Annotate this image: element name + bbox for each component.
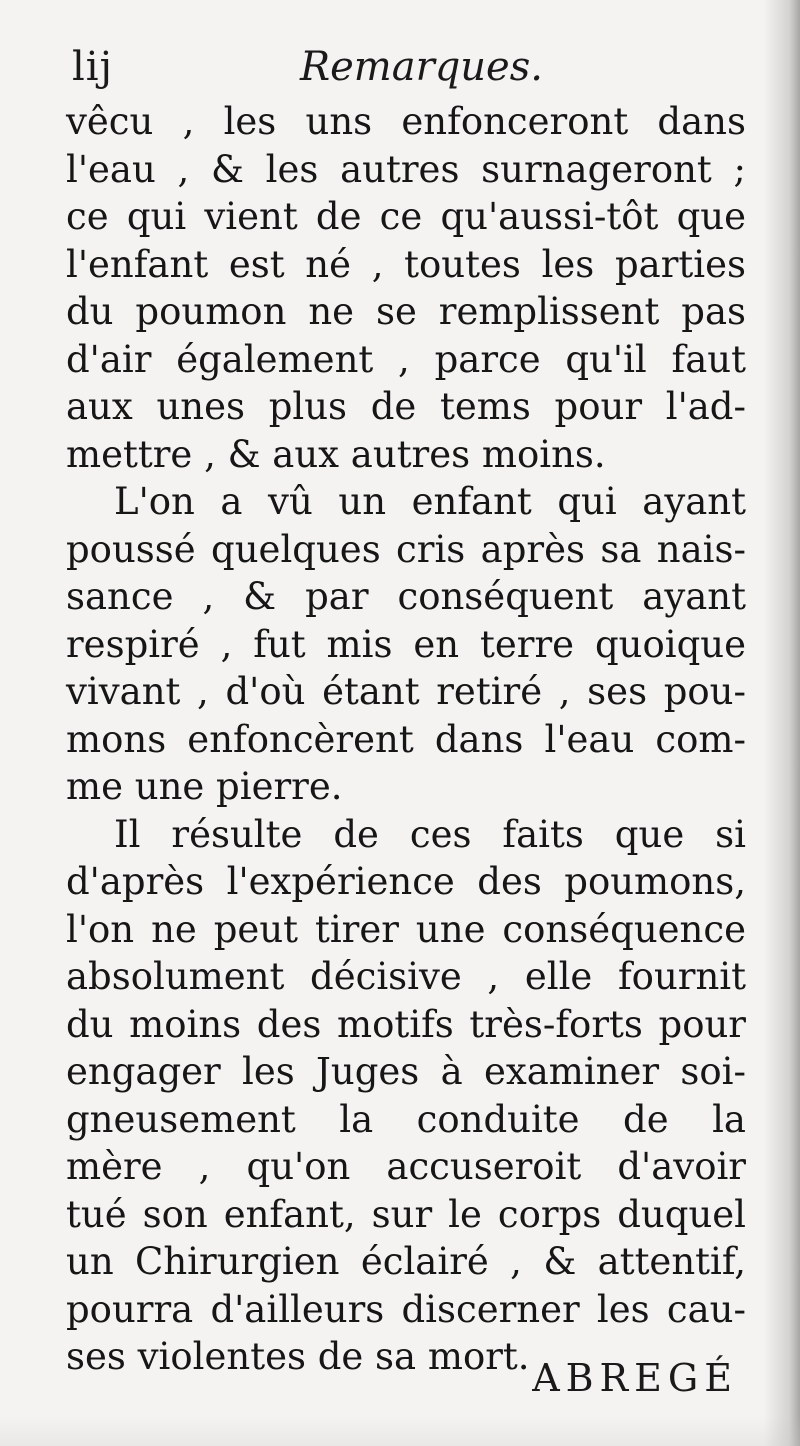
- text-line: mère , qu'on accuseroit d'avoir: [66, 1145, 746, 1188]
- page-header: [70, 40, 740, 96]
- text-line: ses violentes de sa mort.: [66, 1335, 530, 1378]
- text-line: ce qui vient de ce qu'aussi-tôt que: [66, 195, 746, 238]
- text-line: mons enfoncèrent dans l'eau com-: [66, 717, 746, 761]
- text-line: tué son enfant, sur le corps duquel: [66, 1192, 746, 1236]
- text-line: respiré , fut mis en terre quoique: [66, 622, 746, 666]
- text-line: vêcu , les uns enfonceront dans: [66, 100, 746, 143]
- text-line: L'on a vû un enfant qui ayant: [114, 480, 746, 523]
- text-line: mettre , & aux autres moins.: [66, 432, 606, 476]
- running-title: Remarques.: [300, 44, 543, 90]
- text-line: poussé quelques cris après sa nais-: [66, 527, 746, 571]
- text-line: d'après l'expérience des poumons,: [66, 860, 746, 903]
- text-line: aux unes plus de tems pour l'ad-: [66, 385, 746, 428]
- text-line: absolument décisive , elle fournit: [66, 955, 746, 998]
- text-line: Il résulte de ces faits que si: [114, 812, 746, 856]
- page-bottom-shadow: [0, 1416, 800, 1446]
- catchword: ABREGÉ: [532, 1356, 738, 1400]
- text-line: du moins des motifs très-forts pour: [66, 1002, 746, 1046]
- text-line: me une pierre.: [66, 765, 343, 808]
- text-line: vivant , d'où étant retiré , ses pou-: [66, 670, 746, 713]
- text-line: d'air également , parce qu'il faut: [66, 337, 746, 381]
- body-text: [66, 98, 746, 1381]
- text-line: du poumon ne se remplissent pas: [66, 290, 746, 333]
- text-line: gneusement la conduite de la: [66, 1097, 746, 1141]
- text-line: l'on ne peut tirer une conséquence: [66, 907, 746, 951]
- text-line: engager les Juges à examiner soi-: [66, 1050, 746, 1093]
- page-edge-shadow: [764, 0, 800, 1446]
- text-line: pourra d'ailleurs discerner les cau-: [66, 1287, 746, 1331]
- text-line: un Chirurgien éclairé , & attentif,: [66, 1240, 746, 1283]
- page-number: lij: [72, 44, 113, 90]
- text-line: l'eau , & les autres surnageront ;: [66, 147, 746, 191]
- text-line: sance , & par conséquent ayant: [66, 575, 746, 618]
- text-line: l'enfant est né , toutes les parties: [66, 242, 746, 286]
